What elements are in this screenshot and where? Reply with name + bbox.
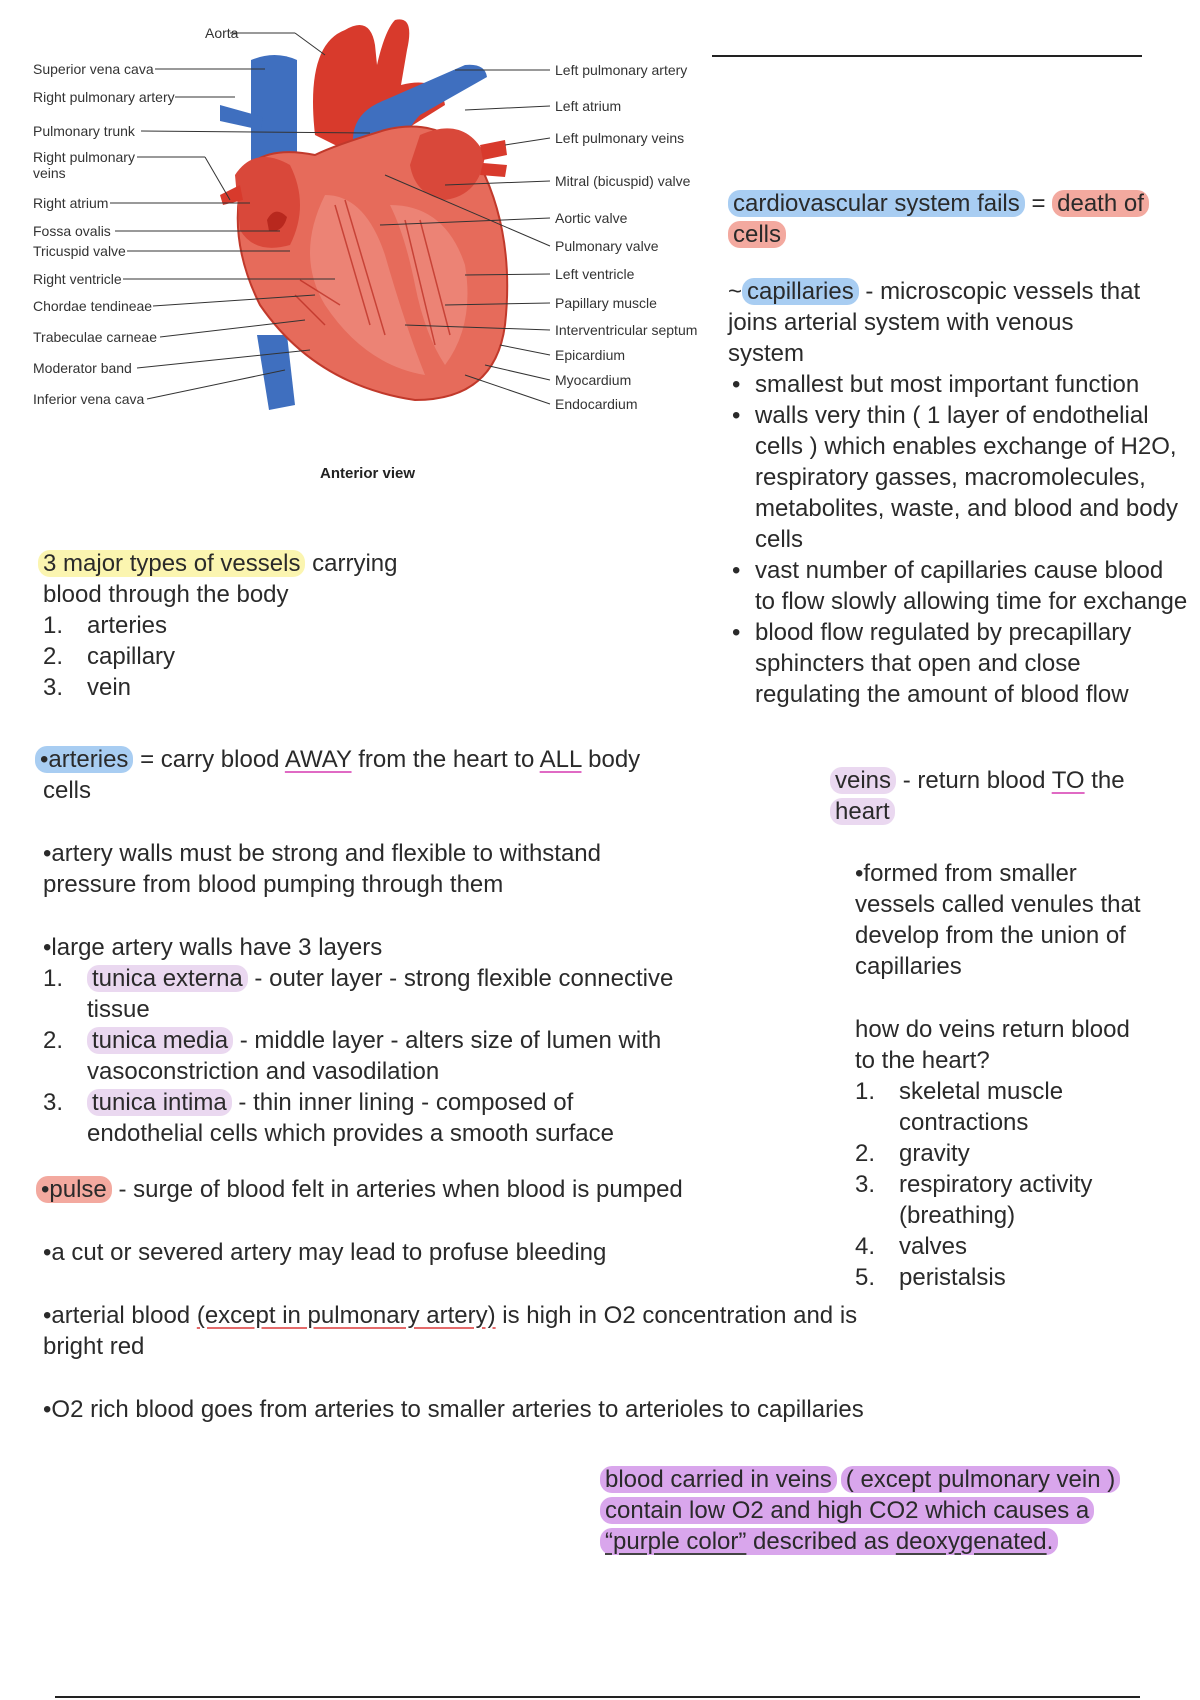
- arteries-def-b: from the heart to: [351, 746, 540, 773]
- label-left-ventricle: Left ventricle: [555, 266, 635, 282]
- list-item: [43, 1087, 763, 1149]
- veins-term: veins: [830, 767, 896, 794]
- venous-l3b: described as: [746, 1528, 896, 1555]
- label-left-pulmonary-veins: Left pulmonary veins: [555, 130, 685, 146]
- arteries-def-c: body: [581, 746, 641, 773]
- item-text: gravity: [899, 1140, 970, 1167]
- list-item: [43, 610, 698, 641]
- vessel-types-section: [38, 548, 698, 703]
- label-aorta: Aorta: [205, 25, 239, 41]
- capillaries-term: capillaries: [742, 278, 859, 305]
- item-text: skeletal muscle: [899, 1078, 1064, 1105]
- list-item: • blood flow regulated by precapillary sphincters that open and close regulating the amount of blood flow: [728, 617, 1188, 710]
- list-item: [43, 672, 698, 703]
- capillaries-section: [728, 276, 1188, 710]
- capillaries-def-line2: joins arterial system with venous: [728, 309, 1074, 336]
- inferior-vena-cava-shape: [257, 335, 295, 410]
- item-number: 1.: [43, 612, 64, 639]
- venous-period: .: [1046, 1528, 1054, 1555]
- veins-formed-line1: •formed from smaller: [855, 860, 1077, 887]
- artery-layers-list: [43, 963, 763, 1149]
- label-superior-vena-cava: Superior vena cava: [33, 61, 154, 77]
- item-number: 2.: [43, 643, 64, 670]
- label-tricuspid-valve: Tricuspid valve: [33, 243, 126, 259]
- item-text: valves: [899, 1233, 968, 1260]
- item-text: peristalsis: [899, 1264, 1006, 1291]
- artery-layers-intro: •large artery walls have 3 layers: [43, 934, 383, 961]
- veins-formed-line2: vessels called venules that: [855, 891, 1141, 918]
- bottom-rule: [55, 1696, 1140, 1698]
- label-trabeculae-carneae: Trabeculae carneae: [33, 329, 158, 345]
- list-item: [43, 1025, 763, 1087]
- top-rule: [712, 55, 1142, 57]
- diagram-title: Anterior view: [320, 465, 416, 482]
- label-chordae-tendineae: Chordae tendineae: [33, 298, 153, 314]
- veins-def-b: the: [1084, 767, 1125, 794]
- arteries-away: AWAY: [284, 746, 352, 773]
- venous-l1a: blood carried in veins: [600, 1466, 837, 1493]
- list-item: [855, 1231, 1195, 1262]
- venous-deoxygenated: deoxygenated: [895, 1528, 1047, 1555]
- venous-line2: [600, 1495, 1160, 1526]
- list-item: • smallest but most important function: [728, 369, 1188, 400]
- item-text: respiratory activity: [899, 1171, 1093, 1198]
- label-endocardium: Endocardium: [555, 396, 638, 412]
- cardio-equals: =: [1031, 190, 1046, 217]
- capillaries-tilde: ~: [728, 278, 743, 305]
- veins-def-a: - return blood: [896, 767, 1052, 794]
- artery-layers-section: [43, 932, 763, 1149]
- capillaries-definition: [728, 276, 1188, 369]
- item-number: 1.: [855, 1078, 876, 1105]
- venous-l3-wrap: [600, 1528, 1058, 1555]
- label-pulmonary-trunk: Pulmonary trunk: [33, 123, 135, 139]
- vessel-types-line2: blood through the body: [43, 581, 289, 608]
- vessel-types-heading: [38, 548, 698, 579]
- item-number: 3.: [43, 1089, 64, 1116]
- arteries-term: •arteries: [35, 746, 133, 773]
- layer-desc-line2: vasoconstriction and vasodilation: [87, 1058, 440, 1085]
- label-right-atrium: Right atrium: [33, 195, 109, 211]
- layer-desc-line2: tissue: [87, 996, 150, 1023]
- label-epicardium: Epicardium: [555, 347, 626, 363]
- arterial-line2: bright red: [43, 1333, 145, 1360]
- label-myocardium: Myocardium: [555, 372, 632, 388]
- list-item: [855, 1138, 1195, 1169]
- list-item: [43, 641, 698, 672]
- question-line2: to the heart?: [855, 1047, 990, 1074]
- cardio-result-line2: cells: [728, 221, 786, 248]
- veins-formed-line4: capillaries: [855, 953, 962, 980]
- item-number: 2.: [855, 1140, 876, 1167]
- arteries-all: ALL: [539, 746, 582, 773]
- layer-desc: - outer layer - strong flexible connective: [247, 965, 674, 992]
- artery-walls-note: [43, 838, 743, 900]
- arteries-def-a: = carry blood: [133, 746, 285, 773]
- arterial-blood-note: [43, 1300, 943, 1362]
- arterial-a: •arterial blood: [43, 1302, 197, 1329]
- veins-to: TO: [1051, 767, 1085, 794]
- layer-desc-line2: endothelial cells which provides a smooth surface: [87, 1120, 614, 1147]
- cardio-result-line1: death of: [1052, 190, 1149, 217]
- capillaries-bullets: [728, 369, 1188, 710]
- pulse-term: •pulse: [36, 1176, 112, 1203]
- item-number: 5.: [855, 1264, 876, 1291]
- label-aortic-valve: Aortic valve: [555, 210, 628, 226]
- item-number: 1.: [43, 965, 64, 992]
- item-text-line2: contractions: [899, 1109, 1029, 1136]
- item-number: 3.: [43, 674, 64, 701]
- arterial-exception: (except in pulmonary artery): [196, 1302, 496, 1329]
- label-moderator-band: Moderator band: [33, 360, 132, 376]
- venous-l2: contain low O2 and high CO2 which causes a: [600, 1497, 1094, 1524]
- label-right-pulmonary-veins: Right pulmonary veins: [33, 149, 135, 181]
- artery-walls-line2: pressure from blood pumping through them: [43, 871, 504, 898]
- cardio-term: cardiovascular system fails: [728, 190, 1025, 217]
- veins-formed: [855, 858, 1195, 982]
- o2-rich-note: •O2 rich blood goes from arteries to smaller arteries to arterioles to capillaries: [43, 1396, 864, 1423]
- list-item: [855, 1262, 1195, 1293]
- item-text: vein: [87, 674, 132, 701]
- layer-term: tunica media: [87, 1027, 233, 1054]
- capillaries-def-line3: system: [728, 340, 805, 367]
- artery-walls-line1: •artery walls must be strong and flexible to withstand: [43, 840, 601, 867]
- capillaries-def-line1: - microscopic vessels that: [858, 278, 1141, 305]
- vessel-types-list: [38, 610, 698, 703]
- layer-desc: - thin inner lining - composed of: [231, 1089, 574, 1116]
- pulse-note: [36, 1174, 796, 1205]
- item-text: capillary: [87, 643, 176, 670]
- label-left-pulmonary-artery: Left pulmonary artery: [555, 62, 688, 78]
- list-item: [43, 963, 763, 1025]
- veins-def-line2: heart: [830, 798, 895, 825]
- layer-term: tunica intima: [87, 1089, 232, 1116]
- label-pulmonary-valve: Pulmonary valve: [555, 238, 659, 254]
- arteries-def-line2: cells: [43, 777, 92, 804]
- label-right-ventricle: Right ventricle: [33, 271, 122, 287]
- right-atrium-shape: [235, 157, 300, 248]
- list-item: • vast number of capillaries cause blood to flow slowly allowing time for exchange: [728, 555, 1188, 617]
- item-text-line2: (breathing): [899, 1202, 1016, 1229]
- veins-definition: [830, 765, 1195, 827]
- cardio-failure-note: [728, 188, 1198, 250]
- venous-line1: [600, 1464, 1160, 1495]
- vessel-types-rest: carrying: [305, 550, 398, 577]
- label-mitral-valve: Mitral (bicuspid) valve: [555, 173, 691, 189]
- vessel-types-highlight: 3 major types of vessels: [38, 550, 305, 577]
- veins-methods-list: [855, 1076, 1195, 1293]
- layer-term: tunica externa: [87, 965, 248, 992]
- heart-diagram: [25, 5, 715, 485]
- label-inferior-vena-cava: Inferior vena cava: [33, 391, 145, 407]
- list-item: • walls very thin ( 1 layer of endothelial cells ) which enables exchange of H2O, respiratory gasses, macromolecules, metabolites, waste, and blood and body cells: [728, 400, 1188, 555]
- venous-line3: [600, 1526, 1160, 1557]
- list-item: [855, 1076, 1195, 1138]
- label-interventricular-septum: Interventricular septum: [555, 322, 698, 338]
- arteries-definition: [35, 744, 715, 806]
- layer-desc: - middle layer - alters size of lumen with: [233, 1027, 662, 1054]
- item-text: arteries: [87, 612, 168, 639]
- question-line1: how do veins return blood: [855, 1016, 1130, 1043]
- venous-purple-color: “purple color”: [605, 1528, 747, 1555]
- list-item: [855, 1169, 1195, 1231]
- pulse-desc: - surge of blood felt in arteries when blood is pumped: [111, 1176, 683, 1203]
- label-left-atrium: Left atrium: [555, 98, 622, 114]
- veins-formed-line3: develop from the union of: [855, 922, 1126, 949]
- label-fossa-ovalis: Fossa ovalis: [33, 223, 111, 239]
- cut-artery-note: •a cut or severed artery may lead to profuse bleeding: [43, 1239, 607, 1266]
- veins-return-question: [855, 1014, 1195, 1293]
- arterial-b: is high in O2 concentration and is: [495, 1302, 858, 1329]
- venous-blood-note: [600, 1464, 1160, 1557]
- venous-l1b: ( except pulmonary vein ): [841, 1466, 1120, 1493]
- label-right-pulmonary-artery: Right pulmonary artery: [33, 89, 175, 105]
- item-number: 4.: [855, 1233, 876, 1260]
- item-number: 3.: [855, 1171, 876, 1198]
- item-number: 2.: [43, 1027, 64, 1054]
- label-papillary-muscle: Papillary muscle: [555, 295, 657, 311]
